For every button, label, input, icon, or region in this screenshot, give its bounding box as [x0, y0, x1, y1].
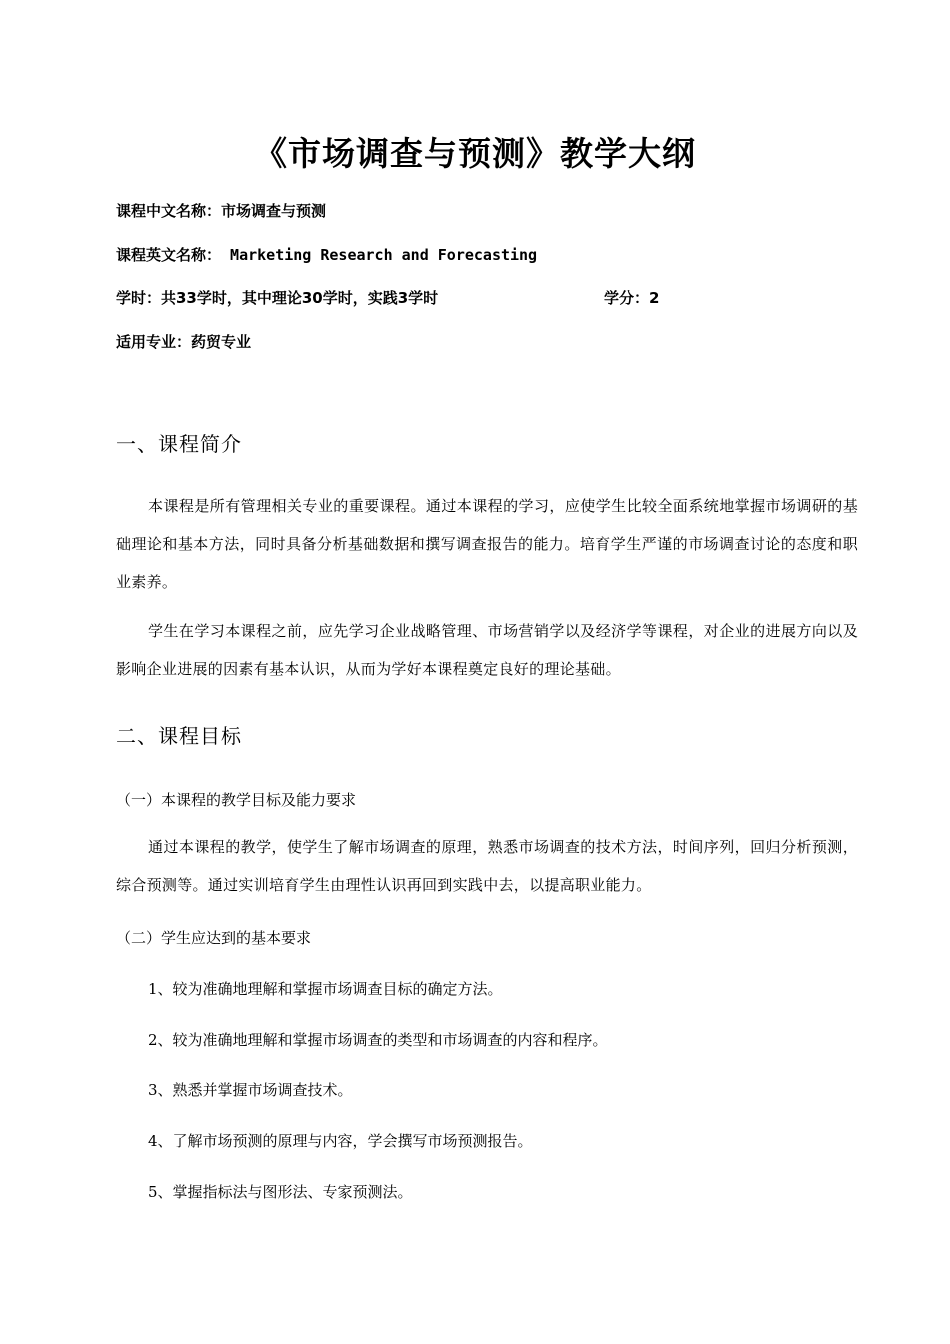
- requirement-item: 4、了解市场预测的原理与内容，学会撰写市场预测报告。: [148, 1132, 533, 1150]
- requirement-item: 2、较为准确地理解和掌握市场调查的类型和市场调查的内容和程序。: [148, 1031, 608, 1049]
- course-cn-name-label: 课程中文名称：: [116, 202, 222, 220]
- section-heading-goals: 二、课程目标: [116, 724, 242, 748]
- requirement-item: 3、熟悉并掌握市场调查技术。: [148, 1081, 353, 1099]
- requirement-item: 1、较为准确地理解和掌握市场调查目标的确定方法。: [148, 980, 503, 998]
- subsection-heading-objectives: （一）本课程的教学目标及能力要求: [116, 791, 357, 809]
- applicable-major: 适用专业：药贸专业: [116, 333, 252, 351]
- requirement-item: 5、掌握指标法与图形法、专家预测法。: [148, 1183, 413, 1201]
- course-cn-name: [116, 200, 326, 221]
- intro-paragraph-1: 本课程是所有管理相关专业的重要课程。通过本课程的学习，应使学生比较全面系统地掌握市场调研的基础理论和基本方法，同时具备分析基础数据和撰写调查报告的能力。培育学生严谨的市场调查讨论的态度和职业素养。: [116, 497, 858, 591]
- objectives-paragraph: 通过本课程的教学，使学生了解市场调查的原理，熟悉市场调查的技术方法，时间序列，回归分析预测，综合预测等。通过实训培育学生由理性认识再回到实践中去，以提高职业能力。: [116, 838, 858, 894]
- course-en-name-value: Marketing Research and Forecasting: [221, 246, 538, 264]
- intro-paragraph-2: 学生在学习本课程之前，应先学习企业战略管理、市场营销学以及经济学等课程，对企业的进展方向以及影响企业进展的因素有基本认识，从而为学好本课程奠定良好的理论基础。: [116, 622, 858, 678]
- course-en-name-label: 课程英文名称：: [116, 246, 222, 264]
- section-heading-intro: 一、课程简介: [116, 432, 242, 456]
- course-hours: 学时：共33学时，其中理论30学时，实践3学时: [116, 289, 439, 307]
- course-cn-name-value: 市场调查与预测: [221, 202, 327, 220]
- course-en-name: [116, 244, 537, 265]
- document-title: 《市场调查与预测》教学大纲: [254, 134, 696, 173]
- course-credit: 学分：2: [604, 289, 660, 307]
- subsection-heading-requirements: （二）学生应达到的基本要求: [116, 929, 312, 947]
